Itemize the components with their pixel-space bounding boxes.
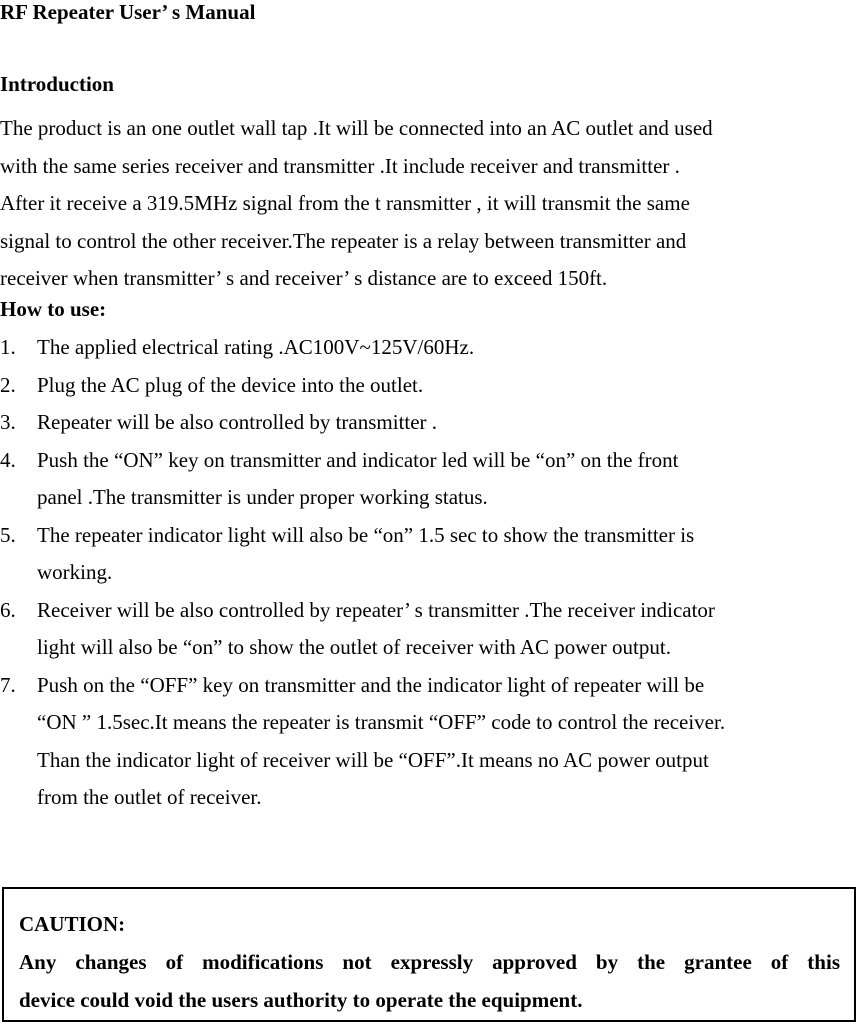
step-text: Push the “ON” key on transmitter and indicator led will be “on” on the front bbox=[37, 447, 679, 472]
document-title: RF Repeater User’ s Manual bbox=[0, 0, 256, 24]
caution-text: Any changes of modifications not expressly approved by the grantee of this bbox=[19, 950, 840, 974]
step-number: 2. bbox=[0, 372, 16, 397]
step-item bbox=[0, 517, 861, 592]
step-item bbox=[0, 404, 861, 442]
introduction-line: receiver when transmitter’ s and receiver’ s distance are to exceed 150ft. bbox=[0, 266, 608, 290]
step-text: from the outlet of receiver. bbox=[37, 785, 262, 809]
how-to-use-steps bbox=[0, 329, 861, 817]
step-text: The repeater indicator light will also be “on” 1.5 sec to show the transmitter is bbox=[37, 522, 695, 547]
introduction-heading: Introduction bbox=[0, 72, 114, 96]
step-text: light will also be “on” to show the outlet of receiver with AC power output. bbox=[37, 635, 671, 659]
how-to-use-heading: How to use: bbox=[0, 297, 107, 321]
step-number: 5. bbox=[0, 522, 16, 547]
step-item bbox=[0, 329, 861, 367]
introduction-line: After it receive a 319.5MHz signal from the t ransmitter , it will transmit the same bbox=[0, 191, 690, 215]
introduction-line: with the same series receiver and transmitter .It include receiver and transmitter . bbox=[0, 153, 680, 178]
step-text: panel .The transmitter is under proper working status. bbox=[37, 485, 488, 509]
step-item bbox=[0, 442, 861, 517]
step-item bbox=[0, 367, 861, 405]
step-number: 3. bbox=[0, 410, 16, 434]
step-number: 7. bbox=[0, 672, 16, 697]
step-text: Than the indicator light of receiver will be “OFF”.It means no AC power output bbox=[37, 747, 709, 772]
step-number: 1. bbox=[0, 335, 16, 359]
step-text: Receiver will be also controlled by repeater’ s transmitter .The receiver indicator bbox=[37, 597, 715, 622]
step-item bbox=[0, 667, 861, 817]
step-text: working. bbox=[37, 560, 113, 584]
step-text: The applied electrical rating .AC100V~125V/60Hz. bbox=[37, 335, 475, 359]
step-text: Repeater will be also controlled by transmitter . bbox=[37, 410, 438, 434]
step-number: 4. bbox=[0, 447, 16, 472]
caution-box bbox=[2, 887, 856, 1022]
step-number: 6. bbox=[0, 597, 16, 622]
step-text: Push on the “OFF” key on transmitter and the indicator light of repeater will be bbox=[37, 672, 705, 697]
introduction-line: The product is an one outlet wall tap .It will be connected into an AC outlet and used bbox=[0, 116, 713, 140]
caution-text: device could void the users authority to operate the equipment. bbox=[19, 988, 583, 1012]
step-text: “ON ” 1.5sec.It means the repeater is transmit “OFF” code to control the receiver. bbox=[37, 710, 726, 734]
step-item bbox=[0, 592, 861, 667]
introduction-line: signal to control the other receiver.The repeater is a relay between transmitter and bbox=[0, 228, 687, 253]
step-text: Plug the AC plug of the device into the outlet. bbox=[37, 372, 424, 397]
introduction-paragraph bbox=[0, 110, 861, 298]
caution-title: CAUTION: bbox=[19, 912, 126, 936]
